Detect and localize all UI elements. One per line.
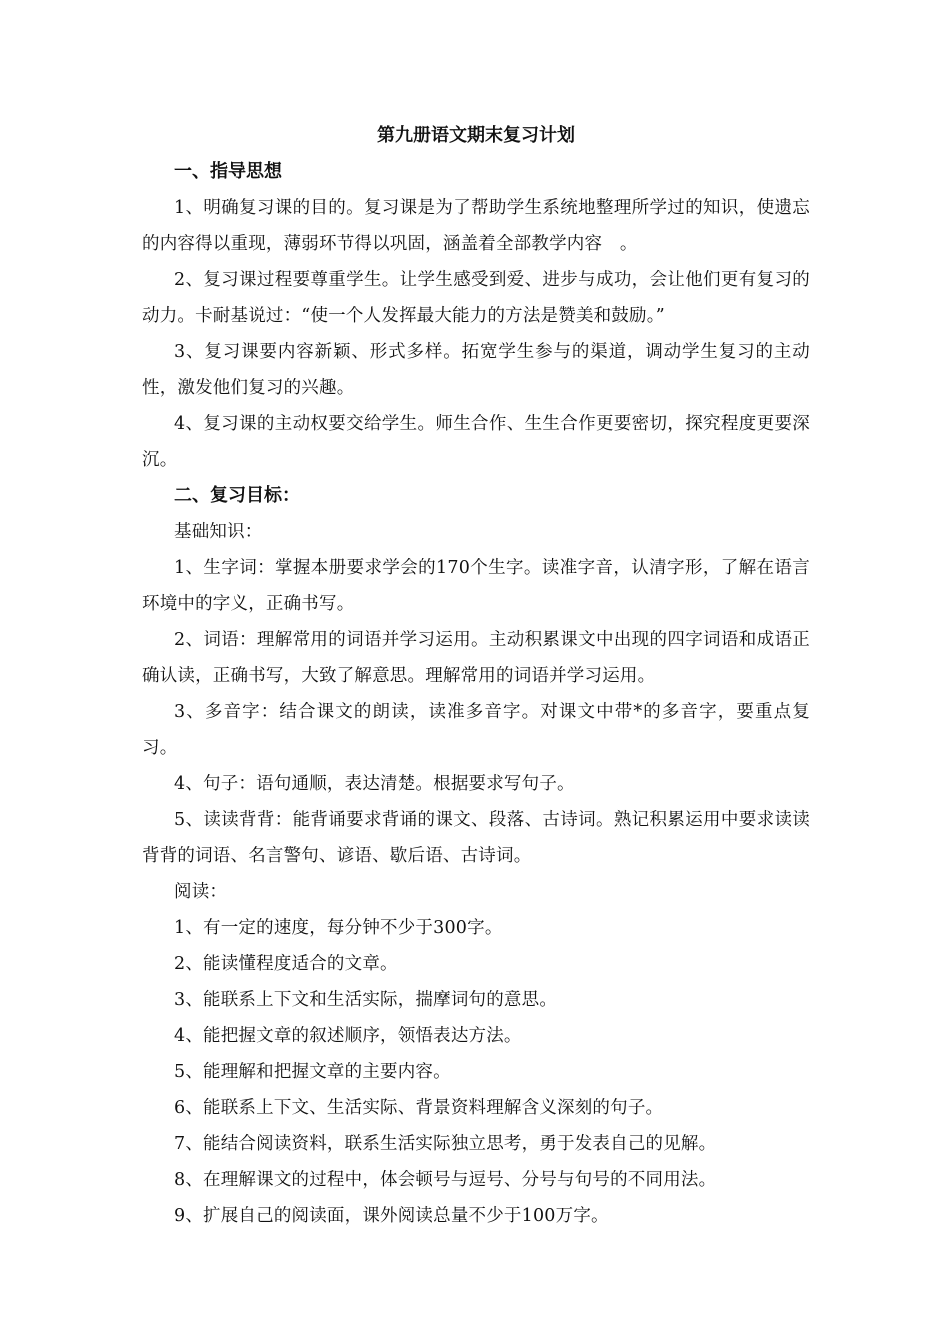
subsection-label-basics: 基础知识： <box>174 522 263 542</box>
paragraph: 2、复习课过程要尊重学生。让学生感受到爱、进步与成功，会让他们更有复习的动力。卡耐基说过：“使一个人发挥最大能力的方法是赞美和鼓励。” <box>142 270 810 326</box>
paragraph: 2、词语：理解常用的词语并学习运用。主动积累课文中出现的四字词语和成语正确认读，正确书写，大致了解意思。理解常用的词语并学习运用。 <box>142 630 810 686</box>
list-item: 6、能联系上下文、生活实际、背景资料理解含义深刻的句子。 <box>174 1098 664 1118</box>
paragraph: 3、多音字：结合课文的朗读，读准多音字。对课文中带*的多音字，要重点复习。 <box>142 702 810 758</box>
paragraph: 1、明确复习课的目的。复习课是为了帮助学生系统地整理所学过的知识，使遗忘的内容得以重现，薄弱环节得以巩固，涵盖着全部教学内容 。 <box>142 198 810 254</box>
paragraph: 1、生字词：掌握本册要求学会的170个生字。读准字音，认清字形，了解在语言环境中的字义，正确书写。 <box>142 558 810 614</box>
document-title: 第九册语文期末复习计划 <box>377 125 575 146</box>
paragraph: 4、句子：语句通顺，表达清楚。根据要求写句子。 <box>174 774 575 794</box>
list-item: 8、在理解课文的过程中，体会顿号与逗号、分号与句号的不同用法。 <box>174 1170 717 1190</box>
list-item: 3、能联系上下文和生活实际，揣摩词句的意思。 <box>174 990 558 1010</box>
subsection-label-reading: 阅读： <box>174 882 228 902</box>
list-item: 9、扩展自己的阅读面，课外阅读总量不少于100万字。 <box>174 1206 609 1226</box>
list-item: 1、有一定的速度，每分钟不少于300字。 <box>174 918 503 938</box>
paragraph: 3、复习课要内容新颖、形式多样。拓宽学生参与的渠道，调动学生复习的主动性，激发他们复习的兴趣。 <box>142 342 810 398</box>
paragraph: 4、复习课的主动权要交给学生。师生合作、生生合作更要密切，探究程度更要深沉。 <box>142 414 810 470</box>
list-item: 2、能读懂程度适合的文章。 <box>174 954 398 974</box>
document-body <box>142 118 810 1234</box>
paragraph: 5、读读背背：能背诵要求背诵的课文、段落、古诗词。熟记积累运用中要求读读背背的词语、名言警句、谚语、歇后语、古诗词。 <box>142 810 810 866</box>
list-item: 4、能把握文章的叙述顺序，领悟表达方法。 <box>174 1026 522 1046</box>
list-item: 7、能结合阅读资料，联系生活实际独立思考，勇于发表自己的见解。 <box>174 1134 717 1154</box>
list-item: 5、能理解和把握文章的主要内容。 <box>174 1062 451 1082</box>
section-heading-guiding-thought: 一、指导思想 <box>174 161 282 182</box>
section-heading-review-goals: 二、复习目标： <box>174 485 300 506</box>
